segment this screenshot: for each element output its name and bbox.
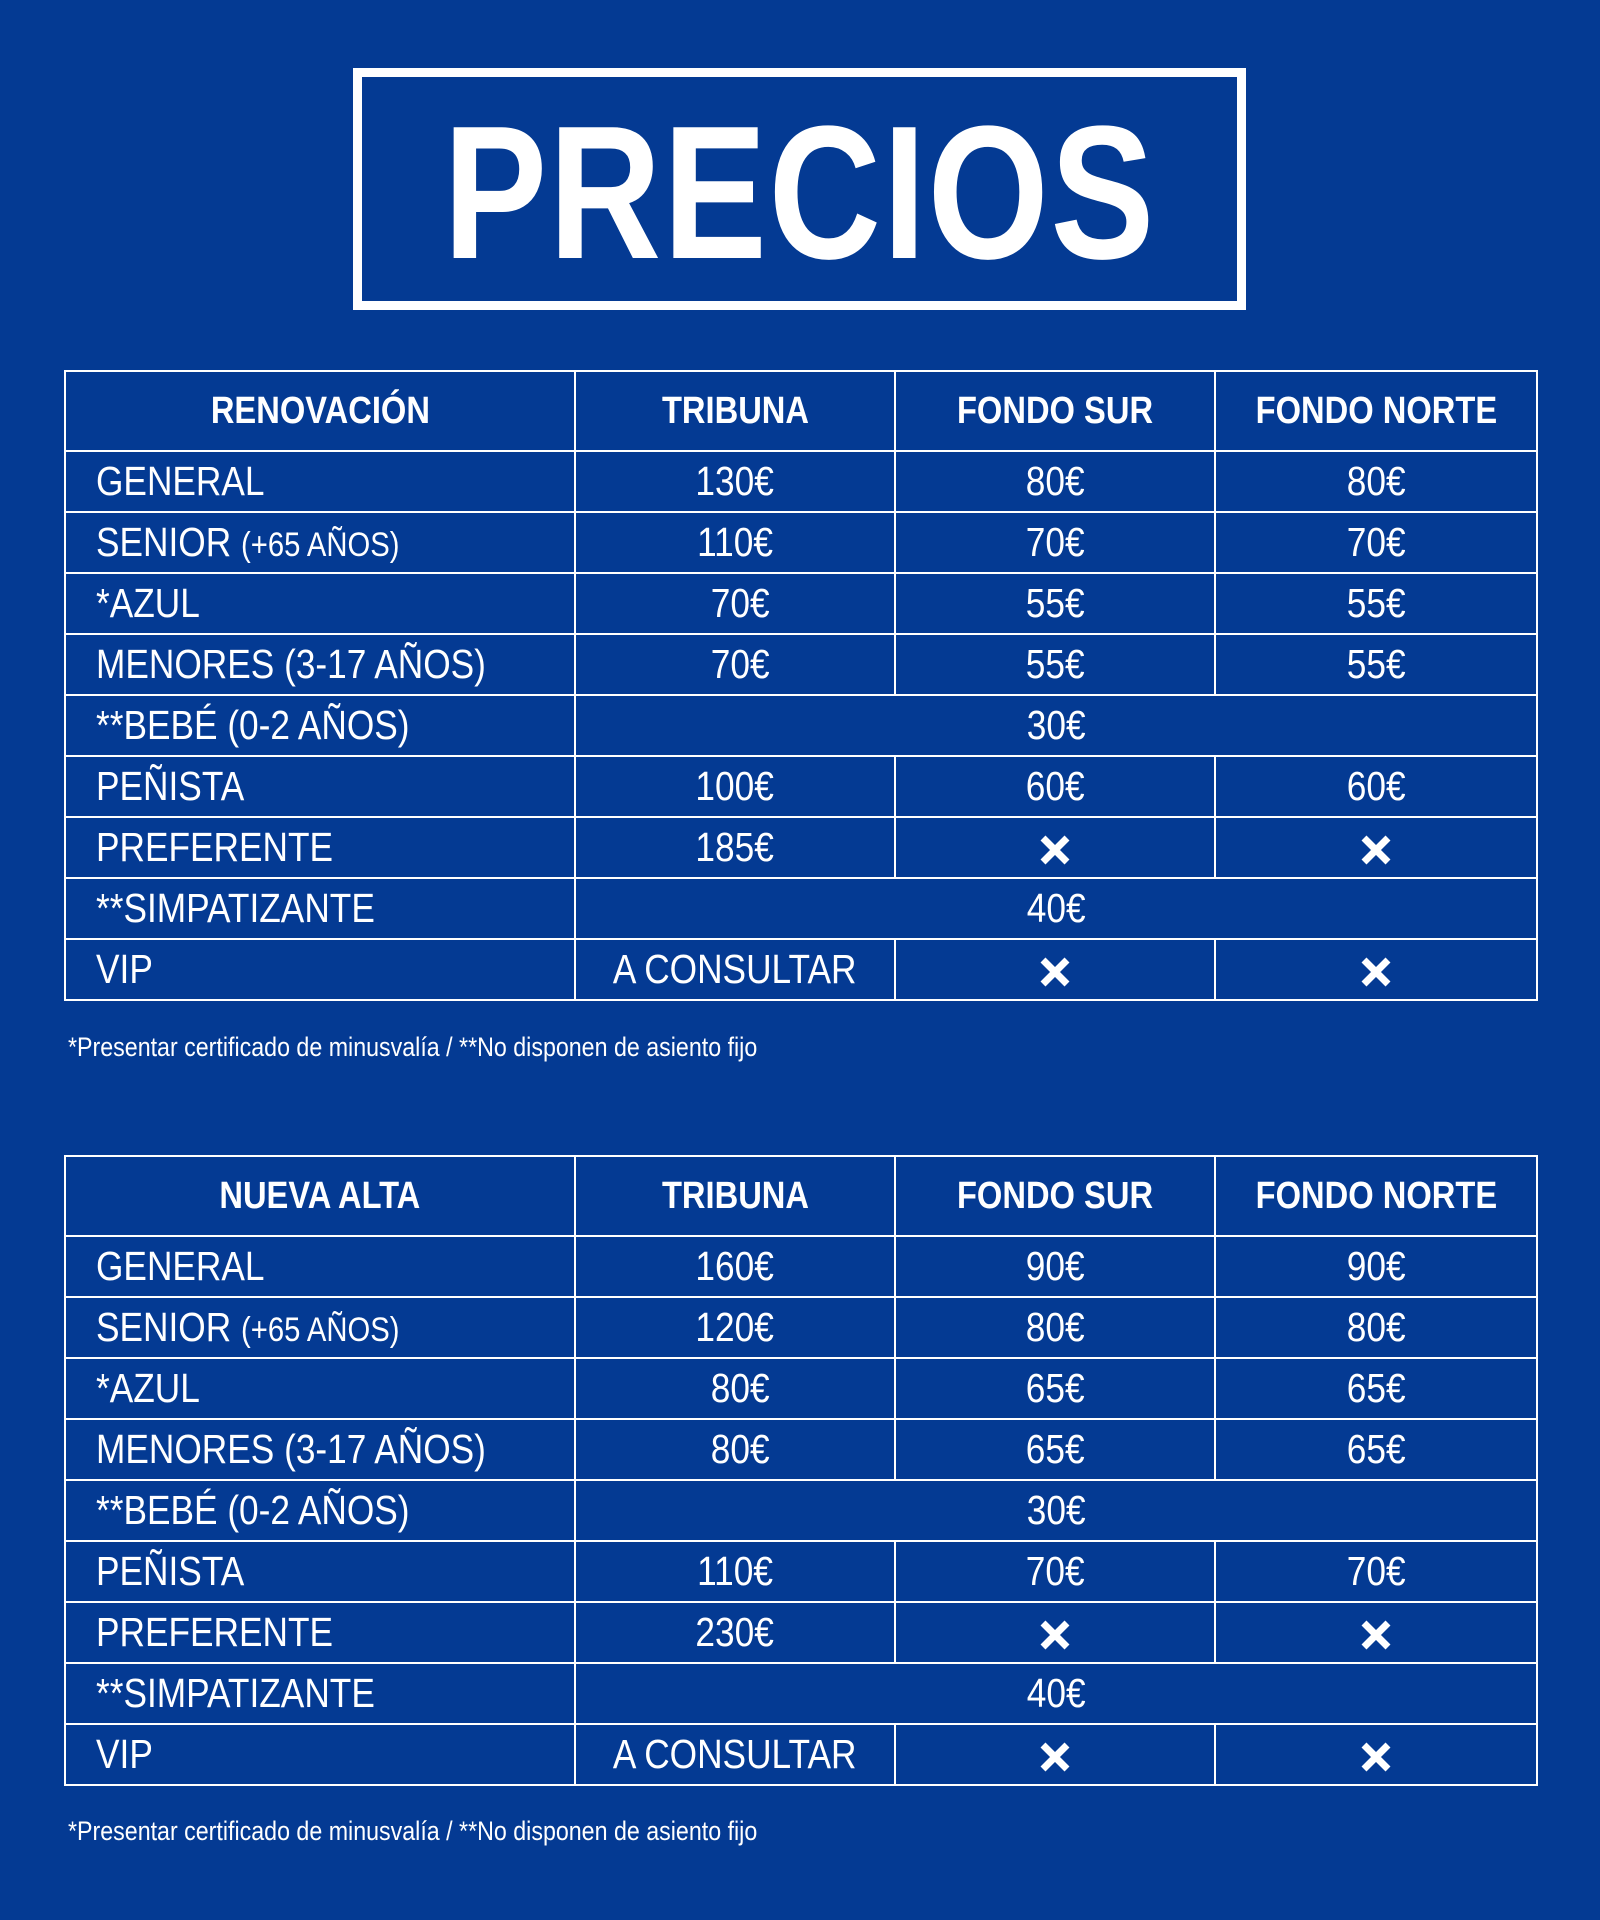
cross-icon [1359,1740,1393,1774]
price-fondo-sur: 70€ [895,1541,1215,1602]
row-label-general: GENERAL [65,451,575,512]
table-row [65,695,1537,756]
price-tribuna: A CONSULTAR [575,939,895,1000]
price-all-zones: 30€ [575,695,1537,756]
row-label-azul: *AZUL [65,573,575,634]
row-label-simpatizante: **SIMPATIZANTE [65,1663,575,1724]
price-fondo-norte [1215,817,1537,878]
row-label-senior: SENIOR (+65 AÑOS) [65,1297,575,1358]
price-fondo-norte: 70€ [1215,1541,1537,1602]
row-label-vip: VIP [65,1724,575,1785]
price-tribuna: 70€ [575,573,895,634]
price-fondo-norte: 90€ [1215,1236,1537,1297]
price-all-zones: 30€ [575,1480,1537,1541]
column-header-tribuna: TRIBUNA [575,371,895,451]
table-row [65,512,1537,573]
price-fondo-norte: 55€ [1215,573,1537,634]
column-header-fondo-sur: FONDO SUR [895,371,1215,451]
table-row [65,817,1537,878]
table-row [65,939,1537,1000]
column-header-fondo-norte: FONDO NORTE [1215,1156,1537,1236]
footnote: *Presentar certificado de minusvalía / **No disponen de asiento fijo [68,1032,758,1062]
price-fondo-norte: 55€ [1215,634,1537,695]
row-label-simpatizante: **SIMPATIZANTE [65,878,575,939]
row-label-senior: SENIOR (+65 AÑOS) [65,512,575,573]
table-row [65,878,1537,939]
price-tribuna: 120€ [575,1297,895,1358]
price-fondo-sur: 60€ [895,756,1215,817]
column-header-category: RENOVACIÓN [65,371,575,451]
price-fondo-sur [895,939,1215,1000]
price-tribuna: 160€ [575,1236,895,1297]
table-row [65,1480,1537,1541]
price-fondo-norte: 80€ [1215,451,1537,512]
price-tribuna: 130€ [575,451,895,512]
renovacion-price-table [64,370,1538,1001]
table-row [65,1419,1537,1480]
price-fondo-sur [895,1602,1215,1663]
price-tribuna: 110€ [575,1541,895,1602]
row-label-azul: *AZUL [65,1358,575,1419]
cross-icon [1038,1618,1072,1652]
price-all-zones: 40€ [575,878,1537,939]
price-tribuna: 230€ [575,1602,895,1663]
price-fondo-norte: 65€ [1215,1419,1537,1480]
cross-icon [1038,955,1072,989]
row-label-vip: VIP [65,939,575,1000]
table-row [65,1297,1537,1358]
price-tribuna: A CONSULTAR [575,1724,895,1785]
row-label-penista: PEÑISTA [65,1541,575,1602]
table-header-row [65,1156,1537,1236]
price-all-zones: 40€ [575,1663,1537,1724]
price-fondo-sur: 80€ [895,451,1215,512]
price-tribuna: 70€ [575,634,895,695]
price-fondo-sur: 80€ [895,1297,1215,1358]
nueva-alta-price-table [64,1155,1538,1786]
price-tribuna: 110€ [575,512,895,573]
price-fondo-sur: 65€ [895,1358,1215,1419]
table-row [65,1724,1537,1785]
row-label-preferente: PREFERENTE [65,817,575,878]
price-tribuna: 80€ [575,1358,895,1419]
row-label-menores: MENORES (3-17 AÑOS) [65,634,575,695]
price-fondo-sur: 55€ [895,573,1215,634]
price-fondo-norte [1215,1724,1537,1785]
row-label-general: GENERAL [65,1236,575,1297]
price-tribuna: 100€ [575,756,895,817]
cross-icon [1038,833,1072,867]
table-row [65,1602,1537,1663]
title-box [353,68,1246,310]
column-header-tribuna: TRIBUNA [575,1156,895,1236]
table-row [65,634,1537,695]
price-fondo-sur: 70€ [895,512,1215,573]
price-fondo-sur: 65€ [895,1419,1215,1480]
row-label-menores: MENORES (3-17 AÑOS) [65,1419,575,1480]
row-label-penista: PEÑISTA [65,756,575,817]
price-fondo-norte [1215,1602,1537,1663]
table-row [65,756,1537,817]
table-row [65,1358,1537,1419]
price-fondo-sur [895,1724,1215,1785]
page-title: PRECIOS [443,87,1156,299]
cross-icon [1359,955,1393,989]
column-header-fondo-sur: FONDO SUR [895,1156,1215,1236]
table-row [65,573,1537,634]
table-header-row [65,371,1537,451]
price-tribuna: 185€ [575,817,895,878]
row-label-bebe: **BEBÉ (0-2 AÑOS) [65,695,575,756]
table-row [65,451,1537,512]
price-fondo-sur [895,817,1215,878]
row-label-bebe: **BEBÉ (0-2 AÑOS) [65,1480,575,1541]
price-fondo-sur: 55€ [895,634,1215,695]
footnote: *Presentar certificado de minusvalía / **No disponen de asiento fijo [68,1816,758,1846]
price-fondo-norte: 60€ [1215,756,1537,817]
price-tribuna: 80€ [575,1419,895,1480]
cross-icon [1359,833,1393,867]
price-fondo-sur: 90€ [895,1236,1215,1297]
price-fondo-norte: 80€ [1215,1297,1537,1358]
price-fondo-norte [1215,939,1537,1000]
row-label-preferente: PREFERENTE [65,1602,575,1663]
table-row [65,1663,1537,1724]
column-header-category: NUEVA ALTA [65,1156,575,1236]
price-fondo-norte: 70€ [1215,512,1537,573]
price-fondo-norte: 65€ [1215,1358,1537,1419]
table-row [65,1236,1537,1297]
cross-icon [1038,1740,1072,1774]
column-header-fondo-norte: FONDO NORTE [1215,371,1537,451]
table-row [65,1541,1537,1602]
cross-icon [1359,1618,1393,1652]
